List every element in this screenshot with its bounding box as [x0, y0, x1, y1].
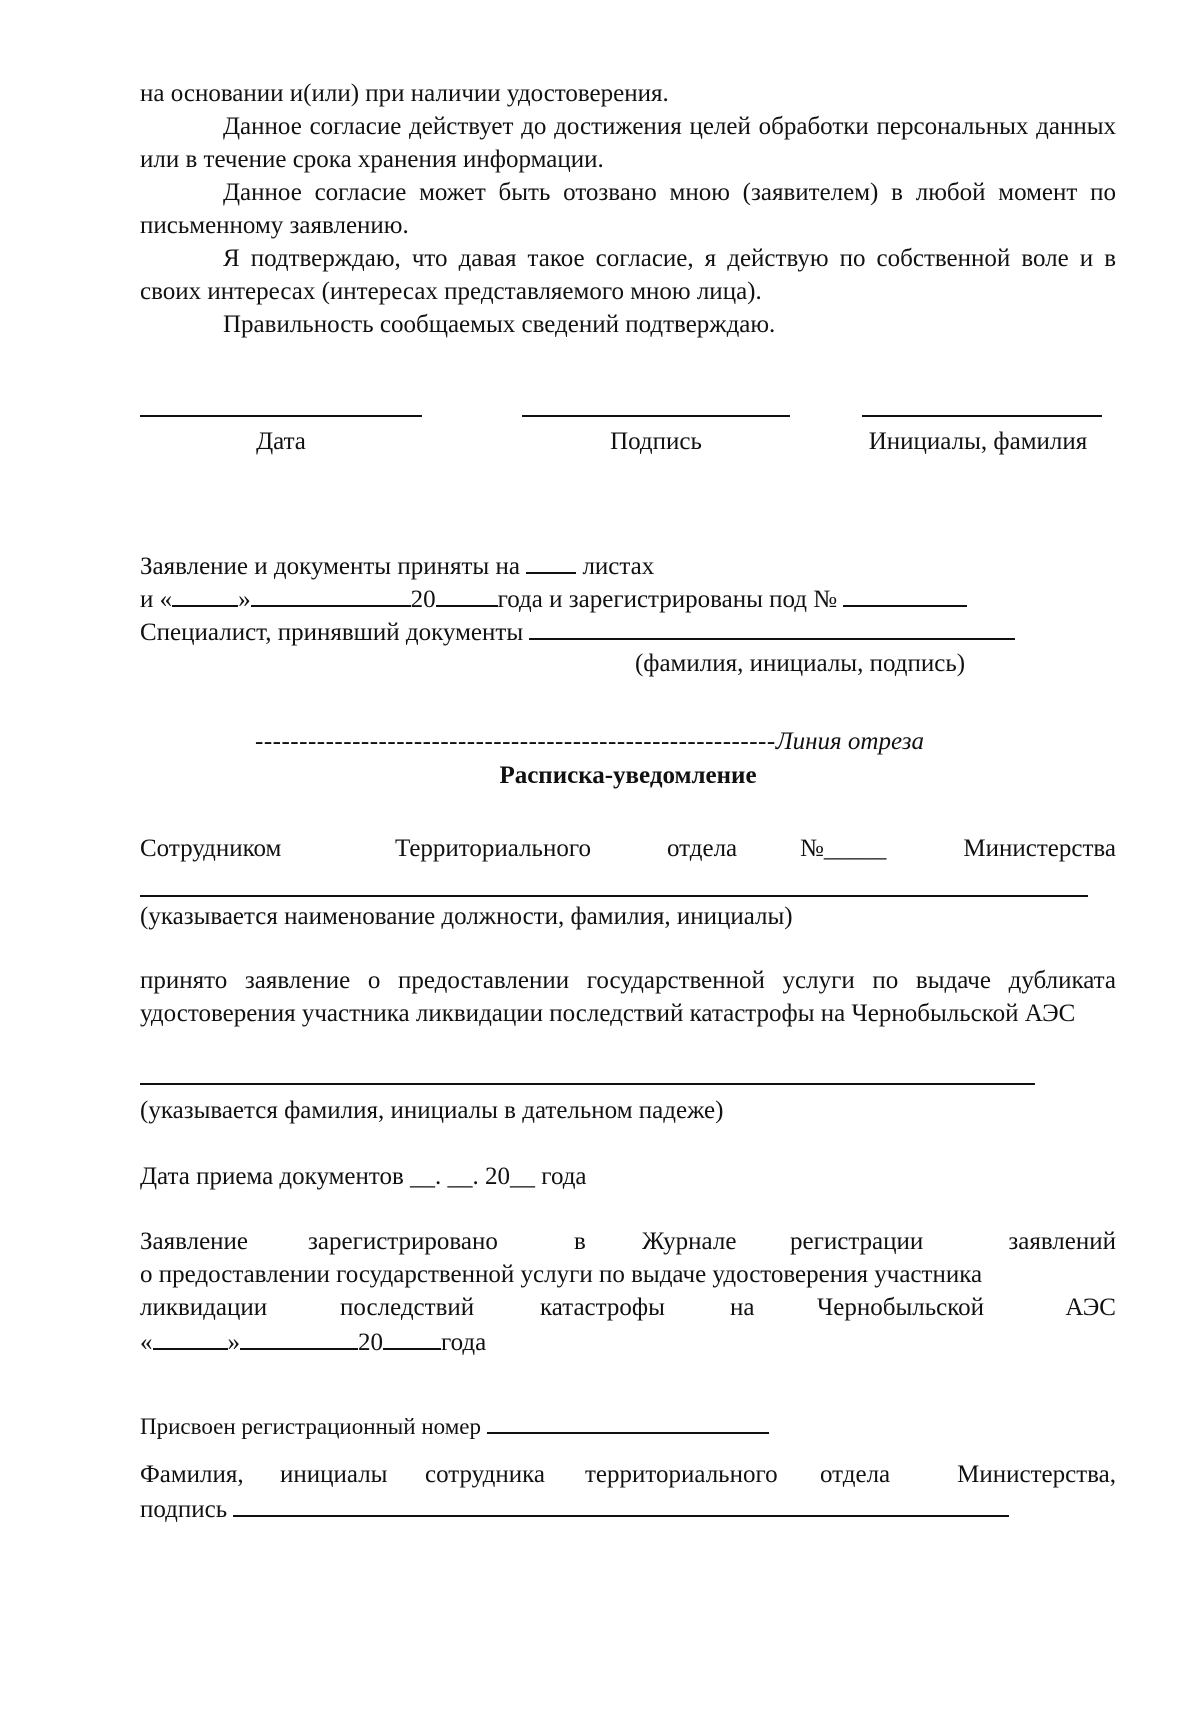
- consent-p5: Правильность сообщаемых сведений подтверждаю.: [223, 311, 776, 338]
- reg-word-3: в: [574, 1228, 586, 1255]
- consent-p4: Я подтверждаю, что давая такое согласие, я действую по собственной воле и в своих интересах (интересах представляемого мною лица).: [140, 245, 1116, 305]
- acceptance-l1-text: Заявление и документы приняты на: [140, 553, 520, 580]
- acceptance-l1-suffix: листах: [582, 553, 655, 580]
- reg-day-blank: [153, 1324, 228, 1350]
- specialist-label: Специалист, принявший документы: [140, 619, 524, 646]
- initials-line: [862, 415, 1102, 417]
- cut-label: Линия отреза: [775, 728, 924, 755]
- reg-date-open: «: [140, 1329, 153, 1356]
- acceptance-line-2: [140, 581, 967, 616]
- receipt-line-1: [140, 832, 1116, 865]
- emp-word-5: отдела: [820, 1461, 891, 1488]
- reg3-word-4: на: [730, 1294, 755, 1321]
- consent-p3: Данное согласие может быть отозвано мною (заявителем) в любой момент по письменному заявлению.: [140, 179, 1116, 239]
- acceptance-line-3: [140, 614, 1015, 649]
- day-blank: [172, 581, 238, 607]
- date-label: Дата: [256, 428, 306, 455]
- reg-number-blank-2: [487, 1410, 769, 1434]
- acceptance-l2-text: года и зарегистрированы под №: [497, 586, 838, 613]
- word-territorial: Территориального: [395, 835, 591, 862]
- emp-word-2: инициалы: [280, 1461, 388, 1488]
- acceptance-l2-open: и «: [140, 586, 173, 613]
- emp-word-1: Фамилия,: [140, 1461, 244, 1488]
- receipt-caption-2: (указывается фамилия, инициалы в дательном падеже): [140, 1097, 724, 1124]
- registered-line-2: о предоставлении государственной услуги по выдаче удостоверения участника: [140, 1261, 983, 1288]
- emp-word-4: территориального: [585, 1461, 778, 1488]
- reg-word-1: Заявление: [140, 1228, 249, 1255]
- acceptance-l2-close: »: [238, 586, 251, 613]
- employee-signature-blank: [233, 1491, 1009, 1517]
- reg3-word-3: катастрофы: [540, 1294, 665, 1321]
- initials-label: Инициалы, фамилия: [868, 428, 1088, 455]
- consent-p1: на основании и(или) при наличии удостоверения.: [140, 80, 669, 107]
- acceptance-line-1: [140, 548, 654, 583]
- signature-label: Подпись: [610, 428, 702, 455]
- accepted-block: [140, 964, 1116, 1030]
- word-ministry: Министерства: [963, 835, 1116, 862]
- position-line: [140, 895, 1088, 897]
- reg-number-blank: [843, 581, 967, 607]
- cut-dashes: -----------------------------------------------------------: [255, 728, 776, 755]
- specialist-blank: [529, 614, 1015, 640]
- reg-month-blank: [240, 1324, 358, 1350]
- date-line: [140, 415, 422, 417]
- consent-p2: Данное согласие действует до достижения целей обработки персональных данных или в течение срока хранения информации.: [140, 113, 1116, 173]
- reg-word-6: заявлений: [1008, 1228, 1116, 1255]
- reg-number-label: Присвоен регистрационный номер: [140, 1414, 481, 1439]
- reg3-word-5: Чернобыльской: [817, 1294, 984, 1321]
- emp-word-3: сотрудника: [425, 1461, 545, 1488]
- reg-date-row: [140, 1324, 1116, 1357]
- employee-signature-label: подпись: [140, 1496, 228, 1523]
- reg3-word-6: АЭС: [1065, 1294, 1116, 1321]
- recipient-line: [140, 1083, 1035, 1085]
- accepted-text: принято заявление о предоставлении государственной услуги по выдаче дубликата удостоверения участника ликвидации последствий катастрофы на Чернобыльской АЭС: [140, 967, 1116, 1027]
- word-employee: Сотрудником: [140, 835, 282, 862]
- date-accept: Дата приема документов __. __. 20__ года: [140, 1163, 587, 1190]
- year-blank: [436, 581, 498, 607]
- reg-word-4: Журнале: [642, 1228, 737, 1255]
- consent-section: [140, 77, 1116, 341]
- reg-date-suffix: года: [441, 1329, 487, 1356]
- emp-word-6: Министерства,: [957, 1461, 1116, 1488]
- receipt-title: Расписка-уведомление: [499, 762, 757, 789]
- acceptance-l2-year: 20: [410, 586, 436, 613]
- cut-line: [255, 725, 1097, 758]
- reg-date-year: 20: [358, 1329, 383, 1356]
- word-number: №_____: [800, 835, 887, 862]
- reg3-word-2: последствий: [340, 1294, 475, 1321]
- sheets-blank: [526, 548, 576, 574]
- word-department: отдела: [667, 835, 738, 862]
- reg-date-close: »: [227, 1329, 240, 1356]
- reg-number-row: [140, 1410, 769, 1443]
- specialist-caption: (фамилия, инициалы, подпись): [634, 650, 966, 677]
- month-blank: [251, 581, 411, 607]
- reg-word-5: регистрации: [790, 1228, 924, 1255]
- reg-year-blank: [383, 1324, 441, 1350]
- registered-block: [140, 1225, 1116, 1357]
- signature-line: [522, 415, 790, 417]
- receipt-caption-1: (указывается наименование должности, фамилия, инициалы): [140, 903, 793, 930]
- employee-block: [140, 1458, 1116, 1524]
- reg3-word-1: ликвидации: [140, 1294, 268, 1321]
- reg-word-2: зарегистрировано: [308, 1228, 498, 1255]
